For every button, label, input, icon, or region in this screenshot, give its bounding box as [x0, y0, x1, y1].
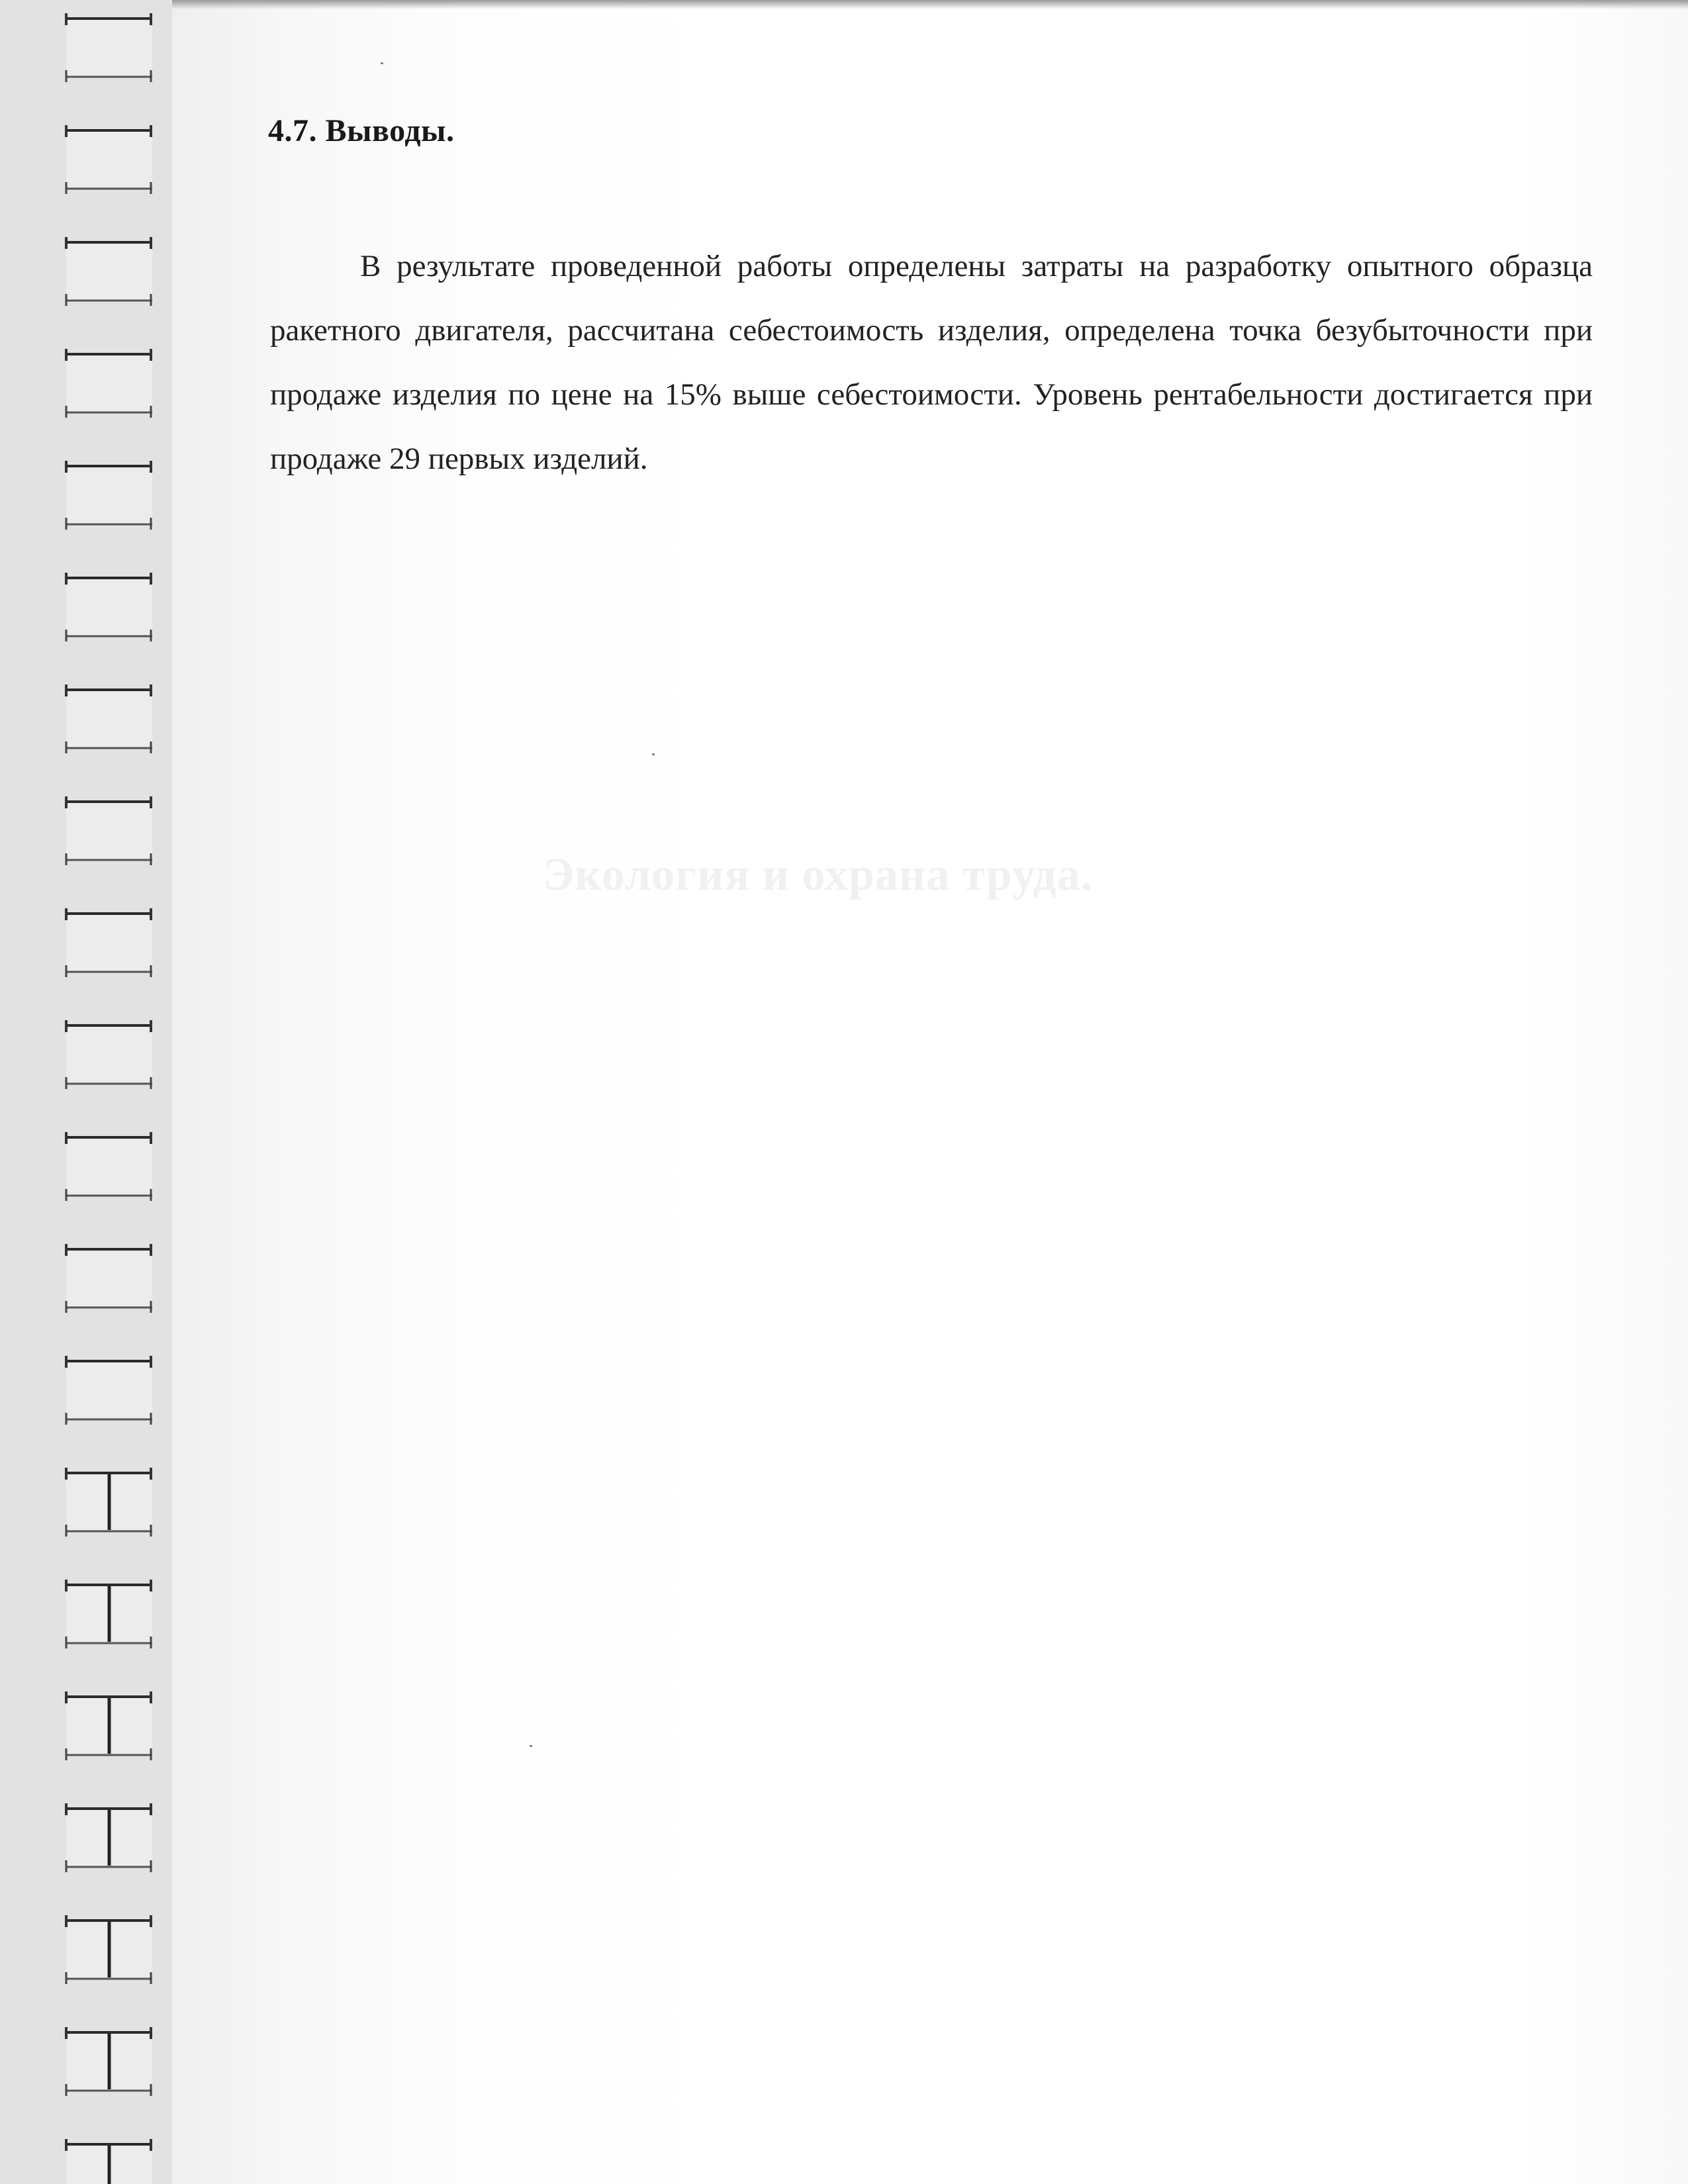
top-edge-shadow: [0, 0, 1688, 9]
binding-ring: [66, 802, 152, 860]
binding-ring: [66, 1249, 152, 1307]
binding-ring: [66, 1137, 152, 1196]
binding-ring: [66, 690, 152, 748]
binding-ring: [66, 19, 152, 77]
binding-ring: [66, 466, 152, 524]
section-heading: 4.7. Выводы.: [268, 113, 455, 148]
binding-ring: [66, 354, 152, 412]
scan-speck: [530, 1745, 532, 1747]
bleed-through-heading: Экология и охрана труда.: [543, 849, 1094, 900]
binding-rings-graphic: [0, 0, 172, 2184]
scan-speck: [381, 62, 383, 64]
binding-ring: [66, 130, 152, 189]
conclusion-paragraph: В результате проведенной работы определены затраты на разработку опытного образца ракетного двигателя, рассчитана себестоимость изделия, определена точка безубыточности при продаже изделия по цене на 15% выше себестоимости. Уровень рентабельности достигается при продаже 29 первых изделий.: [270, 249, 1593, 476]
binding-ring: [66, 1025, 152, 1084]
binding-ring: [66, 578, 152, 636]
binding-ring: [66, 914, 152, 972]
scan-speck: [652, 753, 655, 755]
binding-ring: [66, 242, 152, 301]
spiral-binding: [0, 0, 172, 2184]
binding-ring: [66, 1361, 152, 1419]
